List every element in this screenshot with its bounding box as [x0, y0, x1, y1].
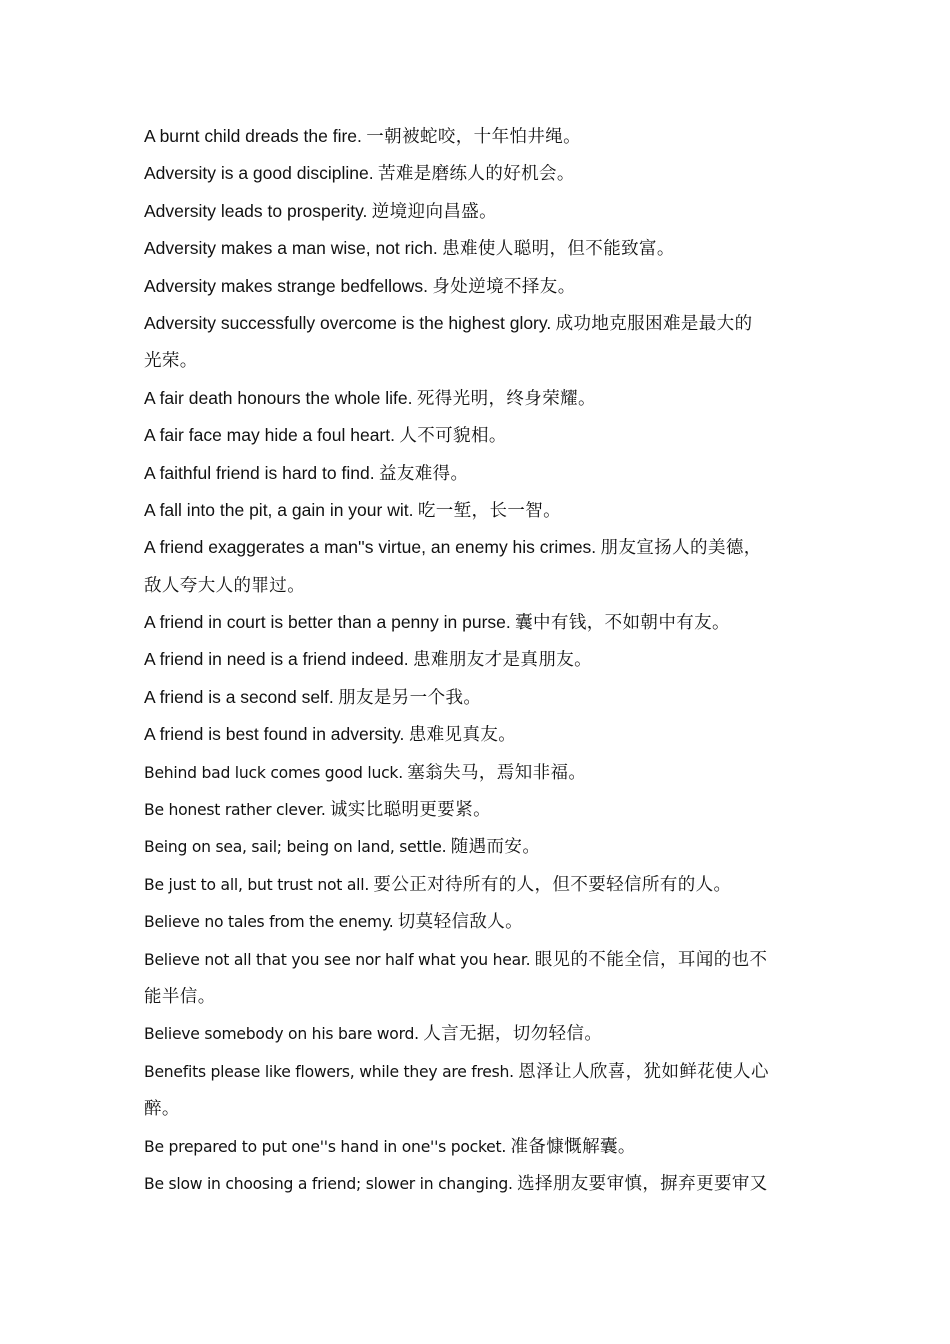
proverb-line — [144, 903, 834, 940]
proverb-line — [144, 716, 834, 753]
proverb-english: Adversity leads to prosperity. — [144, 200, 368, 221]
proverb-chinese: 成功地克服困难是最大的 — [555, 313, 753, 334]
proverb-chinese: 身处逆境不择友。 — [432, 276, 576, 297]
proverb-english: Adversity makes strange bedfellows. — [144, 275, 429, 296]
proverb-english: Adversity makes a man wise, not rich. — [144, 238, 438, 259]
proverb-line — [144, 118, 834, 155]
proverb-chinese: 敌人夸大人的罪过。 — [144, 575, 306, 596]
proverb-chinese: 人不可貌相。 — [399, 426, 507, 447]
proverb-chinese: 诚实比聪明更要紧。 — [329, 800, 492, 821]
proverb-english: Adversity successfully overcome is the highest glory. — [144, 312, 552, 333]
proverb-line — [144, 193, 834, 230]
proverb-english: A friend in need is a friend indeed. — [144, 649, 409, 670]
proverb-english: Believe no tales from the enemy. — [144, 913, 394, 932]
proverb-line — [144, 268, 834, 305]
proverb-chinese: 朋友是另一个我。 — [338, 687, 482, 708]
proverb-english: A fall into the pit, a gain in your wit. — [144, 499, 414, 520]
proverb-english: Believe somebody on his bare word. — [144, 1025, 419, 1044]
proverb-chinese: 一朝被蛇咬，十年怕井绳。 — [366, 127, 582, 147]
proverb-line — [144, 1053, 834, 1090]
proverb-line — [144, 941, 834, 978]
proverb-line — [144, 754, 834, 791]
proverb-line — [144, 305, 834, 342]
proverb-chinese: 逆境迎向昌盛。 — [371, 201, 498, 222]
proverb-chinese: 朋友宣扬人的美德， — [600, 538, 762, 559]
proverb-chinese: 能半信。 — [144, 986, 216, 1007]
proverb-chinese: 患难使人聪明，但不能致富。 — [442, 239, 675, 260]
proverb-chinese: 苦难是磨练人的好机会。 — [377, 164, 575, 185]
proverb-line — [144, 641, 834, 678]
proverb-chinese: 眼见的不能全信，耳闻的也不 — [534, 949, 768, 970]
proverb-english: Benefits please like flowers, while they are fresh. — [144, 1062, 514, 1081]
proverb-line — [144, 155, 834, 192]
proverb-english: A friend is best found in adversity. — [144, 724, 405, 745]
proverb-english: Be slow in choosing a friend; slower in changing. — [144, 1174, 513, 1193]
proverb-line — [144, 828, 834, 865]
proverb-english: A friend is a second self. — [144, 686, 334, 707]
proverb-chinese: 吃一堑，长一智。 — [417, 500, 562, 521]
proverb-chinese: 随遇而安。 — [450, 837, 541, 858]
proverb-chinese: 醉。 — [144, 1099, 180, 1120]
proverb-line — [144, 567, 834, 604]
proverb-chinese: 选择朋友要审慎，摒弃更要审又 — [517, 1173, 768, 1194]
proverb-line — [144, 380, 834, 417]
proverb-english: Being on sea, sail; being on land, settle. — [144, 838, 447, 857]
proverb-chinese: 囊中有钱，不如朝中有友。 — [515, 613, 730, 634]
proverb-line — [144, 492, 834, 529]
proverb-english: A friend in court is better than a penny in purse. — [144, 612, 511, 633]
proverb-english: A faithful friend is hard to find. — [144, 462, 375, 483]
proverb-chinese: 切莫轻信敌人。 — [397, 912, 524, 933]
proverb-chinese: 光荣。 — [144, 351, 198, 372]
proverb-english: Adversity is a good discipline. — [144, 163, 374, 184]
proverb-english: Be just to all, but trust not all. — [144, 875, 370, 894]
proverb-chinese: 患难见真友。 — [408, 725, 517, 746]
proverb-chinese: 准备慷慨解囊。 — [510, 1136, 636, 1157]
proverb-line — [144, 1090, 834, 1127]
proverb-english: Behind bad luck comes good luck. — [144, 763, 403, 782]
proverb-line — [144, 529, 834, 566]
proverb-line — [144, 604, 834, 641]
proverb-chinese: 人言无据，切勿轻信。 — [423, 1024, 603, 1045]
proverb-english: Believe not all that you see nor half what you hear. — [144, 950, 531, 969]
proverb-english: A friend exaggerates a man''s virtue, an enemy his crimes. — [144, 537, 597, 558]
proverb-line — [144, 417, 834, 454]
proverb-line — [144, 342, 834, 379]
proverb-chinese: 死得光明，终身荣耀。 — [416, 388, 596, 409]
proverb-line — [144, 1165, 834, 1202]
proverb-chinese: 要公正对待所有的人，但不要轻信所有的人。 — [373, 874, 732, 895]
proverb-english: A burnt child dreads the fire. — [144, 126, 362, 146]
proverb-chinese: 益友难得。 — [378, 463, 469, 484]
proverb-chinese: 恩泽让人欣喜，犹如鲜花使人心 — [518, 1061, 769, 1082]
proverb-line — [144, 230, 834, 267]
proverb-line — [144, 1128, 834, 1165]
proverb-english: Be honest rather clever. — [144, 801, 326, 820]
proverb-line — [144, 1015, 834, 1052]
proverb-chinese: 患难朋友才是真朋友。 — [413, 650, 593, 671]
proverb-line — [144, 679, 834, 716]
proverb-line — [144, 791, 834, 828]
proverb-line — [144, 866, 834, 903]
proverb-chinese: 塞翁失马，焉知非福。 — [407, 762, 587, 783]
proverb-line — [144, 455, 834, 492]
proverb-english: A fair face may hide a foul heart. — [144, 425, 395, 446]
proverb-list — [144, 118, 834, 1202]
proverb-english: Be prepared to put one''s hand in one''s pocket. — [144, 1137, 507, 1156]
proverb-english: A fair death honours the whole life. — [144, 387, 413, 408]
proverb-line — [144, 978, 834, 1015]
